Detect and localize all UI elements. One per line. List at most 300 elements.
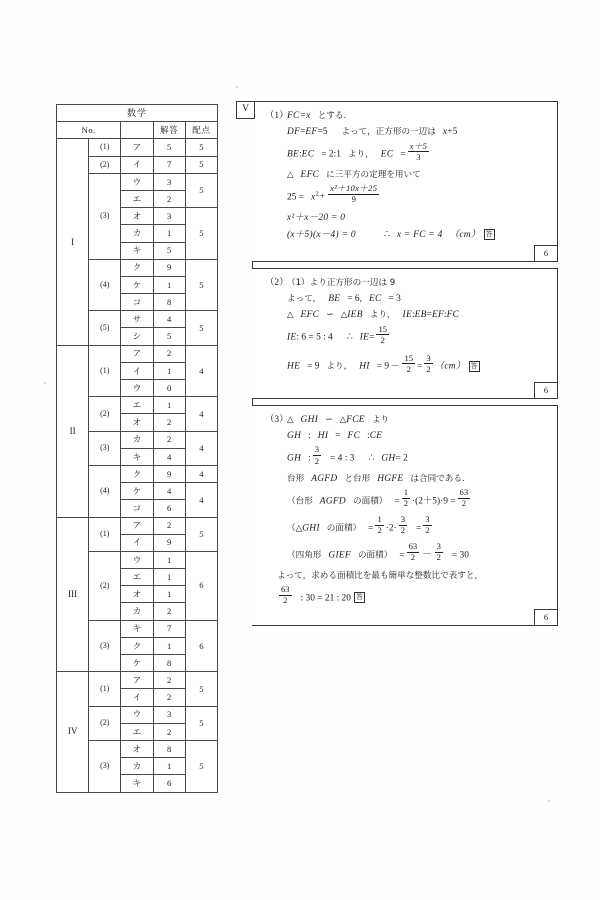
part2-l3-colon1: : [411, 310, 415, 321]
answer-value-cell: 1 [153, 637, 185, 654]
kana-cell: オ [121, 208, 153, 225]
page-badge-2: 6 [534, 382, 558, 399]
answer-value-cell: 9 [153, 534, 185, 551]
page-badge-3: 6 [534, 609, 558, 626]
points-cell: 4 [185, 465, 217, 482]
kana-cell: エ [121, 723, 153, 740]
scan-speck [44, 382, 46, 384]
points-cell: 6 [185, 551, 217, 620]
answer-value-cell: 6 [153, 500, 185, 517]
part1-l3-fraction [408, 142, 430, 162]
points-cell: 4 [185, 431, 217, 465]
table-row [57, 672, 218, 689]
part3-line-4 [265, 474, 547, 485]
part2-l2-ec-val: = 3 [388, 294, 401, 305]
question-number-cell: (4) [89, 465, 121, 517]
solution-box-part-1 [252, 101, 558, 262]
kana-cell: カ [121, 225, 153, 242]
part3-line-6 [265, 514, 547, 537]
question-number-cell: (1) [89, 517, 121, 551]
part2-l5-frac2-num: 3 [426, 352, 431, 363]
kana-cell: コ [121, 294, 153, 311]
kana-cell: ケ [121, 276, 153, 293]
answer-value-cell: 8 [153, 294, 185, 311]
part1-l3-frac-den: 3 [416, 151, 421, 162]
answer-value-cell: 2 [153, 603, 185, 620]
part1-l2-plus5: +5 [447, 126, 458, 137]
part3-l4-jp2: と台形 [344, 473, 371, 484]
table-subject-header-row [57, 105, 218, 122]
part1-l3-colon: : [299, 149, 302, 160]
part2-l5-frac1-den: 2 [406, 363, 411, 374]
part1-l2-x: x [442, 126, 448, 137]
part2-l5-hi: HI [359, 361, 370, 372]
answer-value-cell: 2 [153, 414, 185, 431]
answer-value-cell: 1 [153, 551, 185, 568]
points-cell: 5 [185, 311, 217, 345]
question-number-cell: (1) [89, 672, 121, 706]
part3-l5-fraction-1 [402, 488, 410, 508]
part1-l2-ef: EF [305, 126, 318, 137]
kana-cell: ウ [121, 380, 153, 397]
answer-mark-icon: 答 [355, 593, 363, 602]
part3-l6-fraction-3 [423, 515, 431, 535]
part2-l3-ieb: IEB [347, 310, 363, 321]
triangle-icon: △ [287, 415, 294, 425]
answer-key-table-container [56, 104, 218, 793]
answer-value-cell: 3 [153, 208, 185, 225]
part1-line-1 [265, 111, 547, 122]
answer-value-cell: 2 [153, 345, 185, 362]
part1-l6-quadratic: x²＋x－20 = 0 [287, 212, 346, 223]
answer-value-cell: 9 [153, 465, 185, 482]
table-row [57, 517, 218, 534]
part3-l1-jp: より [371, 415, 390, 425]
part1-l1-fc: FC [287, 111, 300, 121]
part3-l5-fraction-2 [458, 488, 471, 508]
scan-speck [236, 86, 238, 88]
part1-l1-eqx: =x [299, 111, 311, 121]
page-badge-1: 6 [534, 245, 558, 262]
part3-l3-frac-num: 3 [314, 444, 320, 455]
kana-cell: カ [121, 603, 153, 620]
part3-l5-frac1-num: 1 [403, 487, 408, 498]
solution-panel [236, 101, 558, 626]
points-cell: 5 [185, 156, 217, 173]
points-cell: 5 [185, 208, 217, 260]
answer-value-cell: 9 [153, 259, 185, 276]
therefore-icon: ∴ [346, 332, 353, 343]
part3-l6-jp2: の面積） [326, 523, 362, 534]
kana-cell: オ [121, 414, 153, 431]
part3-l6-mid: ·2· [385, 523, 397, 534]
part1-l3-ratio: = 2:1 [321, 149, 341, 160]
answer-value-cell: 2 [153, 672, 185, 689]
part3-l3-result: = 2 [395, 453, 408, 464]
part3-l7-frac1-num: 63 [408, 541, 418, 552]
part3-l9-frac-den: 2 [283, 595, 288, 606]
part1-l2-five: =5 [317, 126, 328, 137]
answer-value-cell: 2 [153, 190, 185, 207]
part1-l3-frac-num: x＋5 [409, 140, 428, 151]
part1-line-6 [265, 213, 547, 224]
part1-l5-lhs: 25 = [287, 192, 305, 203]
kana-cell: キ [121, 448, 153, 465]
part3-question-number: （3） [265, 415, 289, 425]
part3-l6-frac3-num: 3 [425, 514, 430, 525]
answer-value-cell: 5 [153, 328, 185, 345]
points-cell: 5 [185, 259, 217, 311]
part2-l4-frac-num: 15 [378, 323, 388, 334]
part3-l6-frac1-num: 1 [377, 514, 382, 525]
part3-line-3 [265, 444, 547, 467]
answer-value-cell: 4 [153, 448, 185, 465]
answer-value-cell: 1 [153, 569, 185, 586]
part3-l4-jp3: は合同である. [410, 473, 465, 484]
answer-value-cell: 6 [153, 775, 185, 792]
kana-cell: キ [121, 620, 153, 637]
points-cell: 5 [185, 672, 217, 706]
part2-line-2 [265, 294, 547, 305]
answer-value-cell: 7 [153, 156, 185, 173]
kana-cell: ウ [121, 706, 153, 723]
part3-l5-frac2-num: 63 [459, 487, 469, 498]
answer-value-cell: 0 [153, 380, 185, 397]
part3-l5-agfd: AGFD [319, 496, 346, 507]
part3-l9-ratio: : 30 = 21 : 20 [300, 593, 351, 604]
part3-l1-fce: FCE [346, 415, 365, 425]
part3-l3-gh: GH [287, 453, 302, 464]
kana-cell: カ [121, 758, 153, 775]
part2-l5-he-val: = 9 [307, 361, 320, 372]
kana-cell: エ [121, 569, 153, 586]
column-header-number: No. [57, 122, 121, 139]
part3-l3-gh2: GH [381, 453, 396, 464]
part2-l4-ie: IE [287, 332, 297, 343]
section-roman-label: V [236, 101, 255, 119]
part3-line-1 [265, 415, 547, 426]
part2-l1-jp: （1）より正方形の一辺は 9 [287, 278, 396, 289]
triangle-icon: △ [287, 310, 294, 321]
answer-value-cell: 1 [153, 397, 185, 414]
part3-l7-fraction-2 [435, 542, 443, 562]
part3-l7-eq: = [399, 550, 405, 561]
part3-l6-eq: = [368, 523, 374, 534]
kana-cell: イ [121, 534, 153, 551]
part1-line-5 [265, 183, 547, 206]
answer-value-cell: 7 [153, 620, 185, 637]
part3-l3-fraction [313, 445, 321, 465]
part1-l4-jp: に三平方の定理を用いて [326, 169, 421, 180]
part3-l2-eq: = [335, 430, 341, 441]
part3-l3-ratio: = 4 : 3 [330, 453, 355, 464]
similar-icon: ∽ [326, 310, 334, 321]
scan-speck [548, 800, 550, 802]
part3-l6-eq2: = [416, 523, 422, 534]
kana-cell: サ [121, 311, 153, 328]
points-cell: 4 [185, 483, 217, 517]
part2-l4-eq: = [369, 332, 375, 343]
part3-l5-jp2: の面積） [353, 496, 388, 507]
kana-cell: ク [121, 259, 153, 276]
part2-l3-eb: EB [414, 310, 427, 321]
part1-l7-unit: （cm） [449, 229, 481, 240]
kana-cell: ケ [121, 655, 153, 672]
answer-value-cell: 1 [153, 225, 185, 242]
points-cell: 5 [185, 173, 217, 207]
answer-value-cell: 8 [153, 740, 185, 757]
part3-l4-jp1: 台形 [287, 473, 305, 484]
part3-l9-fraction [279, 585, 292, 605]
part3-l6-frac2-num: 3 [400, 514, 405, 525]
part2-l4-fraction [376, 325, 389, 345]
part1-l3-ec: EC [301, 149, 315, 160]
part2-line-1 [265, 278, 547, 289]
kana-cell: ケ [121, 483, 153, 500]
part2-l2-jp: よって， [287, 294, 322, 305]
part3-line-2 [265, 431, 547, 442]
part3-l2-fc: FC [347, 430, 361, 441]
answer-mark-icon: 答 [485, 229, 493, 238]
part1-l5-x: x [311, 192, 316, 203]
triangle-icon: △ [339, 415, 347, 425]
answer-value-cell: 5 [153, 139, 185, 156]
part2-l3-ef: EF [431, 310, 445, 321]
part3-l3-frac-den: 2 [314, 455, 320, 466]
kana-cell: ク [121, 637, 153, 654]
question-number-cell: (1) [89, 345, 121, 397]
question-number-cell: (1) [89, 139, 121, 156]
part3-l7-jp2: の面積） [357, 550, 393, 561]
part3-l6-frac3-den: 2 [425, 525, 430, 536]
part1-line-3 [265, 140, 547, 163]
question-number-cell: (3) [89, 620, 121, 672]
part3-l7-fraction-1 [407, 542, 420, 562]
points-cell: 6 [185, 620, 217, 672]
kana-cell: ア [121, 672, 153, 689]
column-header-kana [121, 122, 153, 139]
part3-l5-mid: ·(2＋5)·9 = [411, 496, 456, 507]
points-cell: 5 [185, 740, 217, 792]
kana-cell: ア [121, 517, 153, 534]
question-number-cell: (3) [89, 173, 121, 259]
part2-line-4 [265, 323, 547, 346]
kana-cell: イ [121, 689, 153, 706]
kana-cell: コ [121, 500, 153, 517]
answer-value-cell: 2 [153, 517, 185, 534]
kana-cell: イ [121, 156, 153, 173]
part3-l6-fraction-2 [399, 515, 407, 535]
part3-line-8 [265, 571, 547, 582]
part1-l5-frac-den: 9 [351, 194, 356, 205]
answer-value-cell: 2 [153, 689, 185, 706]
part2-l5-frac2-den: 2 [426, 363, 431, 374]
part3-l7-jp1: （四角形 [287, 550, 322, 561]
part2-question-number: （2） [265, 278, 289, 289]
part1-l2-jp: よって，正方形の一辺は [341, 126, 436, 137]
part1-line-7 [265, 229, 547, 241]
part2-l5-he: HE [287, 361, 301, 372]
kana-cell: オ [121, 586, 153, 603]
part2-l5-fraction-2 [424, 354, 432, 374]
part2-l2-be: BE [328, 294, 341, 305]
section-label-ii: II [57, 345, 89, 517]
part3-l7-result: = 30 [451, 550, 469, 561]
part1-l4-efc: EFC [300, 169, 320, 180]
question-number-cell: (3) [89, 740, 121, 792]
answer-value-cell: 2 [153, 431, 185, 448]
section-label-iv: IV [57, 672, 89, 792]
part3-l2-colon2: : [367, 430, 370, 441]
kana-cell: オ [121, 740, 153, 757]
part3-l4-hgfe: HGFE [377, 473, 404, 484]
triangle-icon: △ [340, 310, 348, 321]
part3-l2-colon1: : [308, 430, 311, 441]
part2-l3-colon2: : [444, 310, 447, 321]
part1-l5-frac-num: x²＋10x＋25 [330, 183, 378, 194]
answer-key-table [56, 104, 218, 793]
part1-line-4 [265, 170, 547, 181]
part2-l5-eq: = [417, 361, 423, 372]
question-number-cell: (2) [89, 397, 121, 431]
part3-l7-gief: GIEF [328, 550, 351, 561]
kana-cell: シ [121, 328, 153, 345]
part2-l5-fraction-1 [402, 354, 415, 374]
part2-l3-eq: = [426, 310, 432, 321]
part1-l2-eq1: = [300, 126, 306, 137]
part1-l5-fraction [328, 184, 379, 204]
part3-l7-minus: － [422, 550, 432, 561]
question-number-cell: (3) [89, 431, 121, 465]
kana-cell: ア [121, 345, 153, 362]
points-cell: 5 [185, 706, 217, 740]
part2-l5-minus: － [390, 361, 400, 372]
part2-l5-nine: = 9 [376, 361, 390, 372]
table-row [57, 139, 218, 156]
part3-line-7 [265, 541, 547, 564]
part3-l2-ce: CE [369, 430, 383, 441]
column-header-answer: 解答 [153, 122, 185, 139]
solution-box-part-3 [252, 405, 558, 626]
part1-l2-df: DF [287, 126, 301, 137]
part2-l2-be-val: = 6, [347, 294, 362, 305]
part3-l8-jp: よって，求める面積比を最も簡単な整数比で表すと， [277, 570, 484, 581]
part3-l6-frac2-den: 2 [400, 525, 405, 536]
answer-value-cell: 1 [153, 362, 185, 379]
part3-l2-hi: HI [317, 430, 329, 441]
part1-l3-be: BE [287, 149, 300, 160]
kana-cell: ウ [121, 551, 153, 568]
kana-cell: ア [121, 139, 153, 156]
kana-cell: エ [121, 397, 153, 414]
part1-l7-result: x = FC = 4 [396, 229, 443, 240]
part3-line-9 [265, 584, 547, 607]
part2-l5-unit: （cm） [434, 361, 466, 372]
answer-value-cell: 8 [153, 655, 185, 672]
part3-l5-frac1-den: 2 [403, 498, 408, 509]
answer-value-cell: 1 [153, 276, 185, 293]
part3-l6-frac1-den: 2 [377, 525, 382, 536]
answer-value-cell: 3 [153, 706, 185, 723]
kana-cell: カ [121, 431, 153, 448]
therefore-icon: ∴ [383, 229, 390, 240]
part3-l4-agfd: AGFD [311, 473, 338, 484]
subject-title: 数学 [57, 105, 218, 122]
triangle-icon: △ [287, 169, 294, 180]
part2-l4-ratio: : 6 = 5 : 4 [296, 332, 333, 343]
part2-l5-jp: より， [326, 361, 353, 372]
part3-l6-fraction-1 [375, 515, 383, 535]
kana-cell: イ [121, 362, 153, 379]
kana-cell: ク [121, 465, 153, 482]
part2-line-5 [265, 352, 547, 375]
section-label-i: I [57, 139, 89, 345]
part2-l3-fc: FC [446, 310, 460, 321]
points-cell: 4 [185, 397, 217, 431]
kana-cell: キ [121, 775, 153, 792]
part3-l7-frac2-num: 3 [436, 541, 441, 552]
similar-icon: ∽ [325, 415, 333, 425]
part1-l5-plus: + [319, 192, 326, 203]
kana-cell: ウ [121, 173, 153, 190]
part3-l2-gh: GH [287, 430, 302, 441]
part1-l3-eq: = [400, 149, 406, 160]
question-number-cell: (2) [89, 551, 121, 620]
answer-value-cell: 1 [153, 586, 185, 603]
part2-l4-frac-den: 2 [380, 334, 385, 345]
part1-line-2 [265, 127, 547, 138]
answer-value-cell: 4 [153, 483, 185, 500]
part2-l3-ie: IE [402, 310, 412, 321]
section-label-iii: III [57, 517, 89, 672]
table-column-header-row [57, 122, 218, 139]
part2-l5-frac1-num: 15 [404, 352, 414, 363]
points-cell: 5 [185, 517, 217, 551]
question-number-cell: (2) [89, 156, 121, 173]
answer-value-cell: 3 [153, 173, 185, 190]
part3-l6-ghi: GHI [302, 523, 320, 534]
part3-l9-frac-num: 63 [281, 584, 290, 595]
part3-l5-eq: = [394, 496, 400, 507]
solution-box-part-2 [252, 268, 558, 399]
part1-l7-factored: (x＋5)(x－4) = 0 [287, 229, 356, 240]
answer-value-cell: 2 [153, 723, 185, 740]
part3-l7-frac1-den: 2 [410, 552, 416, 563]
part3-l3-colon: : [308, 453, 311, 464]
part3-line-5 [265, 487, 547, 510]
part1-l3-ec2: EC [380, 149, 394, 160]
answer-value-cell: 4 [153, 311, 185, 328]
answer-value-cell: 5 [153, 242, 185, 259]
answer-mark-icon: 答 [470, 361, 478, 370]
part1-l3-jp: より， [347, 149, 374, 160]
question-number-cell: (5) [89, 311, 121, 345]
question-number-cell: (2) [89, 706, 121, 740]
kana-cell: キ [121, 242, 153, 259]
part1-l1-jp: とする. [317, 111, 347, 121]
part3-l5-jp1: （台形 [287, 496, 313, 507]
therefore-icon: ∴ [368, 453, 375, 464]
part3-l7-frac2-den: 2 [436, 552, 441, 563]
points-cell: 4 [185, 345, 217, 397]
part2-l3-efc: EFC [300, 310, 320, 321]
table-row [57, 345, 218, 362]
part2-l2-ec: EC [368, 294, 382, 305]
column-header-points: 配点 [185, 122, 217, 139]
part2-l4-ie2: IE [359, 332, 370, 343]
answer-value-cell: 1 [153, 758, 185, 775]
part1-l5-exponent: 2 [315, 190, 319, 198]
